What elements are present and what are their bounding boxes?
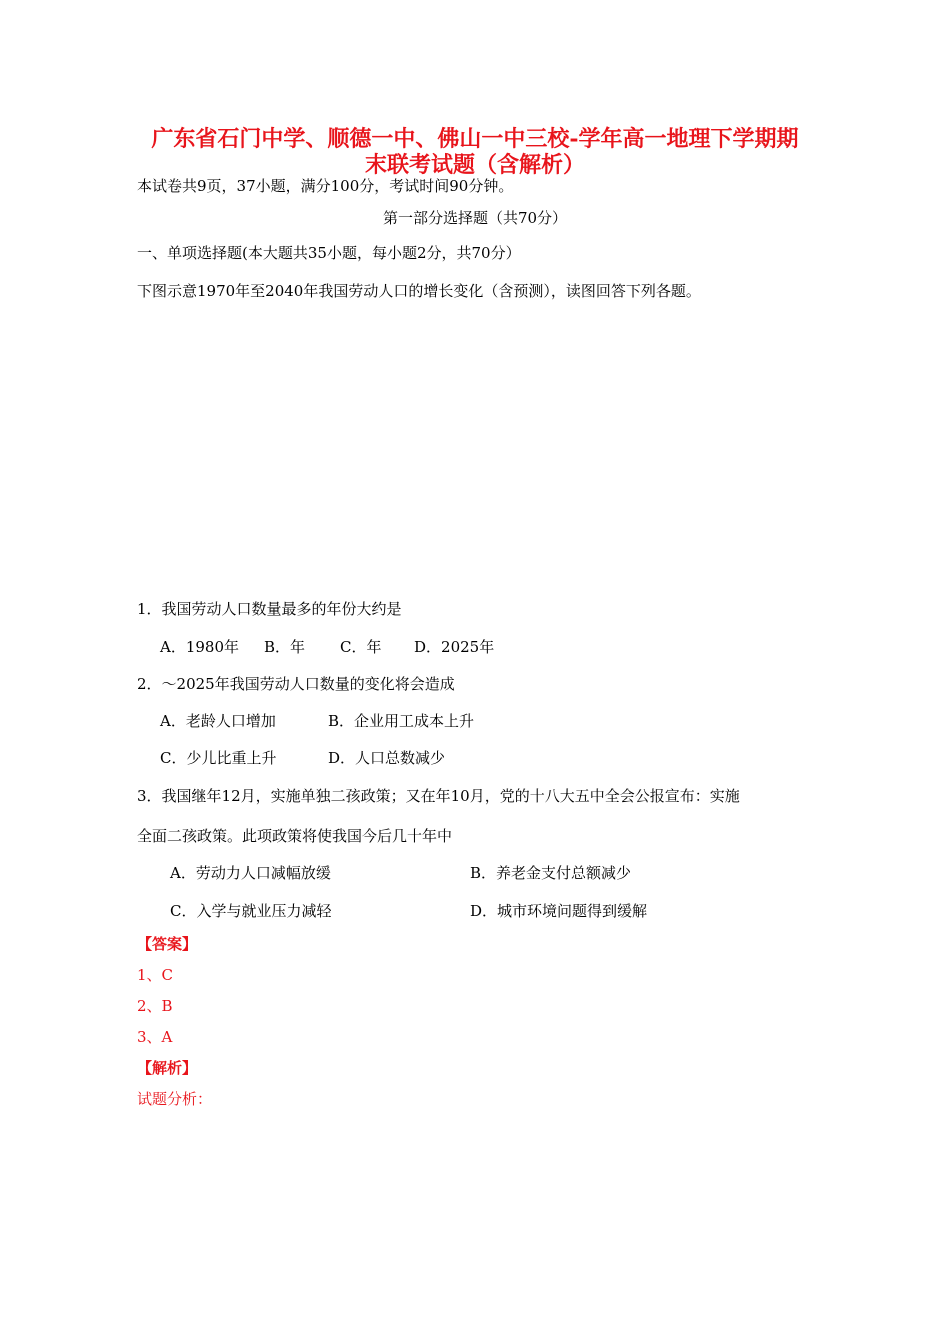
question-1-option-c: C．年 bbox=[340, 638, 382, 656]
question-2-option-c: C．少儿比重上升 bbox=[160, 749, 277, 767]
answer-2: 2、B bbox=[137, 997, 173, 1015]
page-title-line-1: 广东省石门中学、顺德一中、佛山一中三校-学年高一地理下学期期 bbox=[151, 126, 799, 152]
page-title-line-2: 末联考试题（含解析） bbox=[364, 152, 585, 178]
question-1-option-a: A．1980年 bbox=[160, 638, 240, 656]
question-3-stem-line-1: 3．我国继年12月，实施单独二孩政策；又在年10月，党的十八大五中全会公报宣布：实施 bbox=[137, 787, 740, 805]
question-2-option-d: D．人口总数减少 bbox=[328, 749, 446, 767]
question-3-option-c: C．入学与就业压力减轻 bbox=[170, 902, 332, 920]
exam-intro: 本试卷共9页，37小题，满分100分，考试时间90分钟。 bbox=[137, 177, 514, 195]
question-2-option-b: B．企业用工成本上升 bbox=[328, 712, 475, 730]
question-1-option-d: D．2025年 bbox=[414, 638, 495, 656]
question-2-option-a: A．老龄人口增加 bbox=[160, 712, 276, 730]
section-heading: 一、单项选择题(本大题共35小题，每小题2分，共70分） bbox=[137, 244, 521, 262]
question-1-stem: 1．我国劳动人口数量最多的年份大约是 bbox=[137, 600, 402, 618]
question-1-option-b: B．年 bbox=[264, 638, 306, 656]
question-3-stem-line-2: 全面二孩政策。此项政策将使我国今后几十年中 bbox=[137, 827, 453, 845]
question-3-option-b: B．养老金支付总额减少 bbox=[470, 864, 632, 882]
question-3-option-a: A．劳动力人口减幅放缓 bbox=[170, 864, 331, 882]
figure-prompt: 下图示意1970年至2040年我国劳动人口的增长变化（含预测），读图回答下列各题。 bbox=[137, 282, 701, 300]
question-2-stem: 2．～2025年我国劳动人口数量的变化将会造成 bbox=[137, 675, 455, 693]
part-heading: 第一部分选择题（共70分） bbox=[382, 209, 568, 227]
question-3-option-d: D．城市环境问题得到缓解 bbox=[470, 902, 648, 920]
answer-1: 1、C bbox=[137, 966, 174, 984]
answer-3: 3、A bbox=[137, 1028, 173, 1046]
analysis-label: 【解析】 bbox=[137, 1059, 198, 1077]
figure-placeholder bbox=[137, 318, 817, 578]
answer-label: 【答案】 bbox=[137, 935, 198, 953]
analysis-intro: 试题分析： bbox=[137, 1090, 213, 1108]
